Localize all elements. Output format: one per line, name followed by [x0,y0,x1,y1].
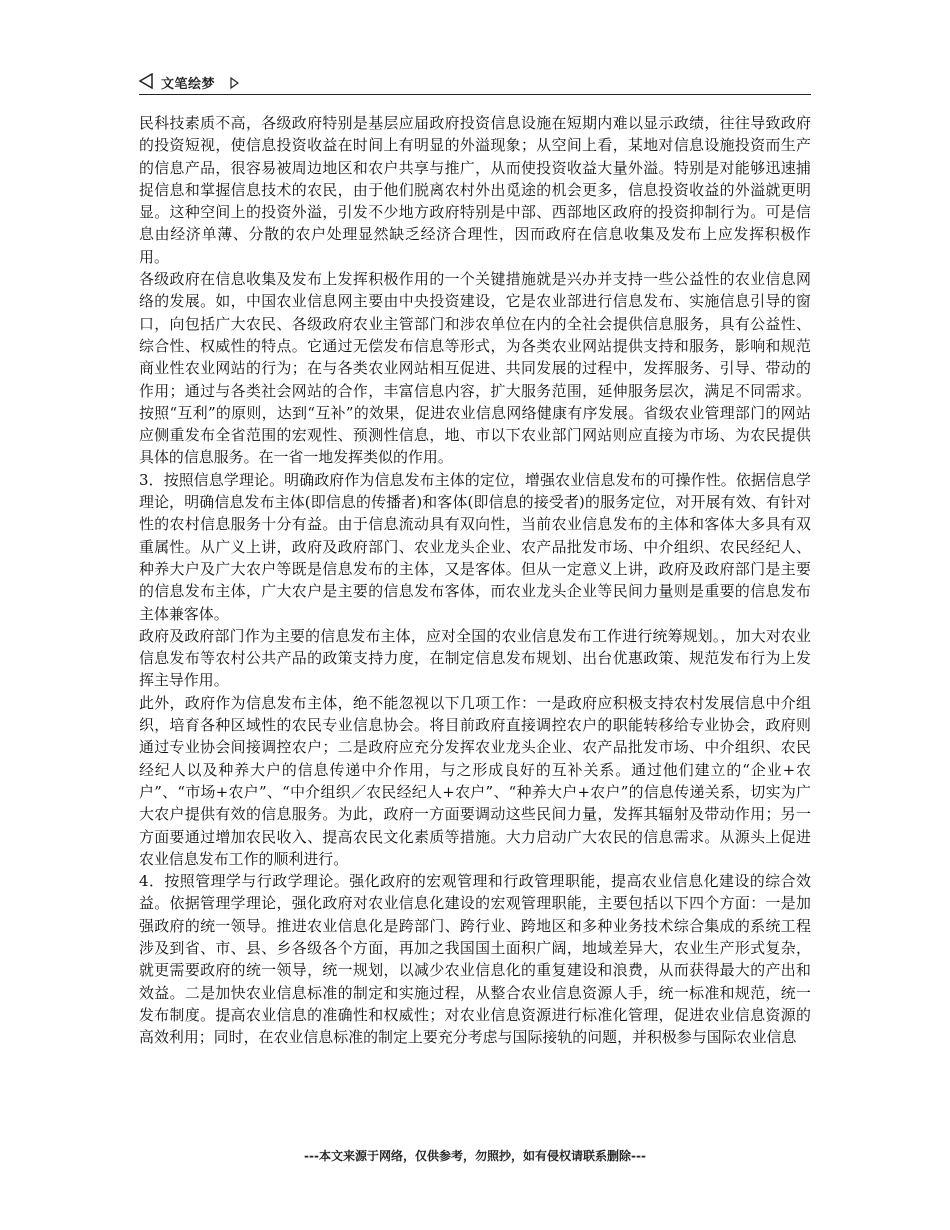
right-triangle-outline-icon [230,74,239,86]
page-footer-disclaimer: ---本文来源于网络，仅供参考，勿照抄，如有侵权请联系删除--- [304,1149,646,1163]
paragraph-1: 民科技素质不高，各级政府特别是基层应届政府投资信息设施在短期内难以显示政绩，往往导致政府的投资短视，使信息投资收益在时间上有明显的外溢现象；从空间上看，某地对信息设施投资而生产的信息产品，很容易被周边地区和农户共享与推广，从而使投资收益大量外溢。特别是对能够迅速捕捉信息和掌握信息技术的农民，由于他们脱离农村外出觅途的机会更多，信息投资收益的外溢就更明显。这种空间上的投资外溢，引发不少地方政府特别是中部、西部地区政府的投资抑制行为。可是信息由经济单薄、分散的农户处理显然缺乏经济合理性，因而政府在信息收集及发布上应发挥积极作用。 [139,114,811,266]
paragraph-6: 4．按照管理学与行政学理论。强化政府的宏观管理和行政管理职能，提高农业信息化建设的综合效益。依据管理学理论，强化政府对农业信息化建设的宏观管理职能，主要包括以下四个方面：一是加强政府的统一领导。推进农业信息化是跨部门、跨行业、跨地区和多种业务技术综合集成的系统工程涉及到省、市、县、乡各级各个方面，再加之我国国土面积广阔，地域差异大，农业生产形式复杂，就更需要政府的统一领导，统一规划，以减少农业信息化的重复建设和浪费，从而获得最大的产出和效益。二是加快农业信息标准的制定和实施过程，从整合农业信息资源人手，统一标准和规范，统一发布制度。提高农业信息的准确性和权威性；对农业信息资源进行标准化管理，促进农业信息资源的高效利用；同时，在农业信息标准的制定上要充分考虑与国际接轨的问题，并积极参与国际农业信息 [139,872,811,1047]
page-header [139,72,811,95]
document-body [139,112,811,1048]
header-title: 文笔绘梦 [161,77,216,92]
left-triangle-outline-icon [139,73,153,89]
paragraph-3: 3．按照信息学理论。明确政府作为信息发布主体的定位，增强农业信息发布的可操作性。依据信息学理论，明确信息发布主体(即信息的传播者)和客体(即信息的接受者)的服务定位，对开展有效、有针对性的农村信息服务十分有益。由于信息流动具有双向性，当前农业信息发布的主体和客体大多具有双重属性。从广义上讲，政府及政府部门、农业龙头企业、农产品批发市场、中介组织、农民经纪人、种养大户及广大农户等既是信息发布的主体，又是客体。但从一定意义上讲，政府及政府部门是主要的信息发布主体，广大农户是主要的信息发布客体，而农业龙头企业等民间力量则是重要的信息发布主体兼客体。 [139,470,811,623]
paragraph-4: 政府及政府部门作为主要的信息发布主体，应对全国的农业信息发布工作进行统筹规划。，加大对农业信息发布等农村公共产品的政策支持力度，在制定信息发布规划、出台优惠政策、规范发布行为上发挥主导作用。 [139,626,811,690]
paragraph-5: 此外，政府作为信息发布主体，绝不能忽视以下几项工作：一是政府应积极支持农村发展信息中介组织，培育各种区域性的农民专业信息协会。将目前政府直接调控农户的职能转移给专业协会，政府则通过专业协会间接调控农户；二是政府应充分发挥农业龙头企业、农产品批发市场、中介组织、农民经纪人以及种养大户的信息传递中介作用，与之形成良好的互补关系。通过他们建立的“企业+农户”、“市场+农户”、“中介组织／农民经纪人+农户”、“种养大户+农户”的信息传递关系，切实为广大农户提供有效的信息服务。为此，政府一方面要调动这些民间力量，发挥其辐射及带动作用；另一方面要通过增加农民收入、提高农民文化素质等措施。大力启动广大农民的信息需求。从源头上促进农业信息发布工作的顺利进行。 [139,693,811,868]
paragraph-2: 各级政府在信息收集及发布上发挥积极作用的一个关键措施就是兴办并支持一些公益性的农业信息网络的发展。如，中国农业信息网主要由中央投资建设，它是农业部进行信息发布、实施信息引导的窗口，向包括广大农民、各级政府农业主管部门和涉农单位在内的全社会提供信息服务，具有公益性、综合性、权威性的特点。它通过无偿发布信息等形式，为各类农业网站提供支持和服务，影响和规范商业性农业网站的行为；在与各类农业网站相互促进、共同发展的过程中，发挥服务、引导、带动的作用；通过与各类社会网站的合作，丰富信息内容，扩大服务范围，延伸服务层次，满足不同需求。按照“互利”的原则，达到“互补”的效果，促进农业信息网络健康有序发展。省级农业管理部门的网站应侧重发布全省范围的宏观性、预测性信息，地、市以下农业部门网站则应直接为市场、为农民提供具体的信息服务。在一省一地发挥类似的作用。 [139,270,811,467]
